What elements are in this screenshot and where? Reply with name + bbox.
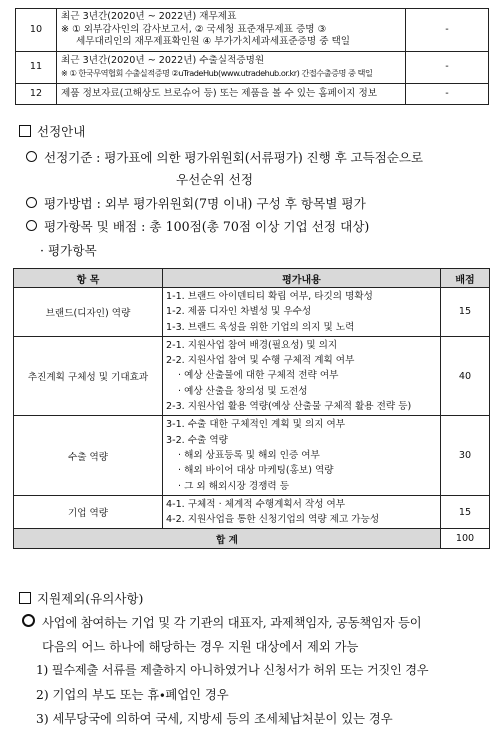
criteria-text: : 평가표에 의한 평가위원회(서류평가) 진행 후 고득점순으로 <box>96 150 423 165</box>
method-line <box>26 193 366 212</box>
row-value: - <box>406 84 489 105</box>
content-line: 2-3. 지원사업 활용 역량(예상 산출물 구체적 활용 전략 등) <box>166 401 412 413</box>
content-line: · 그 외 해외시장 경쟁력 등 <box>178 480 289 492</box>
table-row <box>14 416 490 495</box>
content-line: · 예상 산출물에 대한 구체적 전략 여부 <box>178 370 339 382</box>
row-score: 15 <box>441 495 490 529</box>
table-row <box>16 52 489 84</box>
desc-line: 최근 3년간(2020년 ~ 2022년) 수출실적증명원 <box>61 54 265 66</box>
desc-line: 세무대리인의 재무제표확인원 ④ 부가가치세과세표준증명 중 택일 <box>76 36 351 48</box>
table-row <box>16 84 489 105</box>
total-score: 100 <box>441 529 490 549</box>
row-contents <box>163 288 441 337</box>
items-text: 평가항목 및 배점 : 총 100점(총 70점 이상 기업 선정 대상) <box>44 219 370 234</box>
desc-line: ※ ① 외부감사인의 감사보고서, ② 국세청 표준재무제표 증명 ③ <box>61 23 327 35</box>
total-label: 합 계 <box>14 529 441 549</box>
row-description <box>57 52 406 84</box>
content-line: 4-1. 구체적 · 체계적 수행계획서 작성 여부 <box>166 498 346 510</box>
row-value: - <box>406 9 489 52</box>
header-score: 배점 <box>441 269 490 288</box>
content-line: 1-2. 제품 디자인 차별성 및 우수성 <box>166 306 312 318</box>
row-category: 기업 역량 <box>14 495 163 529</box>
row-category: 추진계획 구체성 및 기대효과 <box>14 336 163 415</box>
section-title-selection <box>19 122 85 140</box>
row-number: 12 <box>16 84 57 105</box>
content-line: 3-1. 수출 대한 구체적인 계획 및 의지 여부 <box>166 419 346 431</box>
criteria-line-2: 우선순위 선정 <box>176 172 253 187</box>
content-line: 4-2. 지원사업을 통한 신청기업의 역량 제고 가능성 <box>166 514 380 526</box>
content-line: 2-2. 지원사업 참여 및 수행 구체적 계획 여부 <box>166 355 355 367</box>
content-line: 1-3. 브랜드 육성을 위한 기업의 의지 및 노력 <box>166 321 355 333</box>
circle-bullet-icon <box>26 220 37 231</box>
exclusion-intro-text: 사업에 참여하는 기업 및 각 기관의 대표자, 과제책임자, 공동책임자 등이 <box>42 616 422 630</box>
checkbox-square-icon <box>19 125 31 137</box>
checkbox-square-icon <box>19 592 31 604</box>
document-list-table <box>15 8 489 105</box>
row-description <box>57 9 406 52</box>
desc-line: 제품 정보자료(고해상도 브로슈어 등) 또는 제품을 볼 수 있는 홈페이지 정보 <box>61 87 378 99</box>
row-score: 40 <box>441 336 490 415</box>
exclusion-item: 1) 필수제출 서류를 제출하지 아니하였거나 신청서가 허위 또는 거짓인 경우 <box>36 663 429 677</box>
items-line <box>26 216 369 235</box>
method-text: 평가방법 : 외부 평가위원회(7명 이내) 구성 후 항목별 평가 <box>44 196 366 211</box>
desc-line: 최근 3년간(2020년 ~ 2022년) 재무제표 <box>61 11 237 23</box>
circle-bullet-icon <box>26 197 37 208</box>
section-title-text: 선정안내 <box>37 124 86 139</box>
section-title-text: 지원제외(유의사항) <box>37 591 144 606</box>
header-category: 항 목 <box>14 269 163 288</box>
table-row <box>16 9 489 52</box>
circle-bullet-icon <box>22 614 35 627</box>
header-content: 평가내용 <box>163 269 441 288</box>
content-line: 2-1. 지원사업 참여 배경(필요성) 및 의지 <box>166 339 338 351</box>
row-number: 11 <box>16 52 57 84</box>
table-header-row <box>14 269 490 288</box>
row-value: - <box>406 52 489 84</box>
content-line: 1-1. 브랜드 아이덴티티 확립 여부, 타깃의 명확성 <box>166 291 373 302</box>
row-contents <box>163 416 441 495</box>
table-row <box>14 336 490 415</box>
content-line: · 예상 산출을 창의성 및 도전성 <box>178 385 308 397</box>
row-description <box>57 84 406 105</box>
items-sub-line: · 평가항목 <box>40 243 97 258</box>
content-line: 3-2. 수출 역량 <box>166 434 228 446</box>
exclusion-intro-1 <box>22 613 421 631</box>
row-number: 10 <box>16 9 57 52</box>
section-title-exclusion <box>19 589 143 607</box>
content-line: · 해외 바이어 대상 마케팅(홍보) 역량 <box>178 465 334 477</box>
criteria-label: 선정기준 <box>44 150 93 165</box>
row-contents <box>163 495 441 529</box>
exclusion-item: 2) 기업의 부도 또는 휴∙폐업인 경우 <box>36 688 229 702</box>
row-category: 수출 역량 <box>14 416 163 495</box>
circle-bullet-icon <box>26 151 37 162</box>
desc-line: ※ ① 한국무역협회 수출실적증명 ②uTradeHub(www.utradehub.or.kr) 간접수출증명 중 택일 <box>61 68 373 78</box>
table-row <box>14 288 490 337</box>
row-contents <box>163 336 441 415</box>
row-category: 브랜드(디자인) 역량 <box>14 288 163 337</box>
row-score: 30 <box>441 416 490 495</box>
total-row <box>14 529 490 549</box>
table-row <box>14 495 490 529</box>
exclusion-intro-2: 다음의 어느 하나에 해당하는 경우 지원 대상에서 제외 가능 <box>42 640 359 654</box>
evaluation-table <box>13 268 490 549</box>
row-score: 15 <box>441 288 490 337</box>
content-line: · 해외 상표등록 및 해외 인증 여부 <box>178 449 320 461</box>
exclusion-item: 3) 세무당국에 의하여 국세, 지방세 등의 조세체납처분이 있는 경우 <box>36 712 393 726</box>
criteria-line <box>26 147 423 166</box>
